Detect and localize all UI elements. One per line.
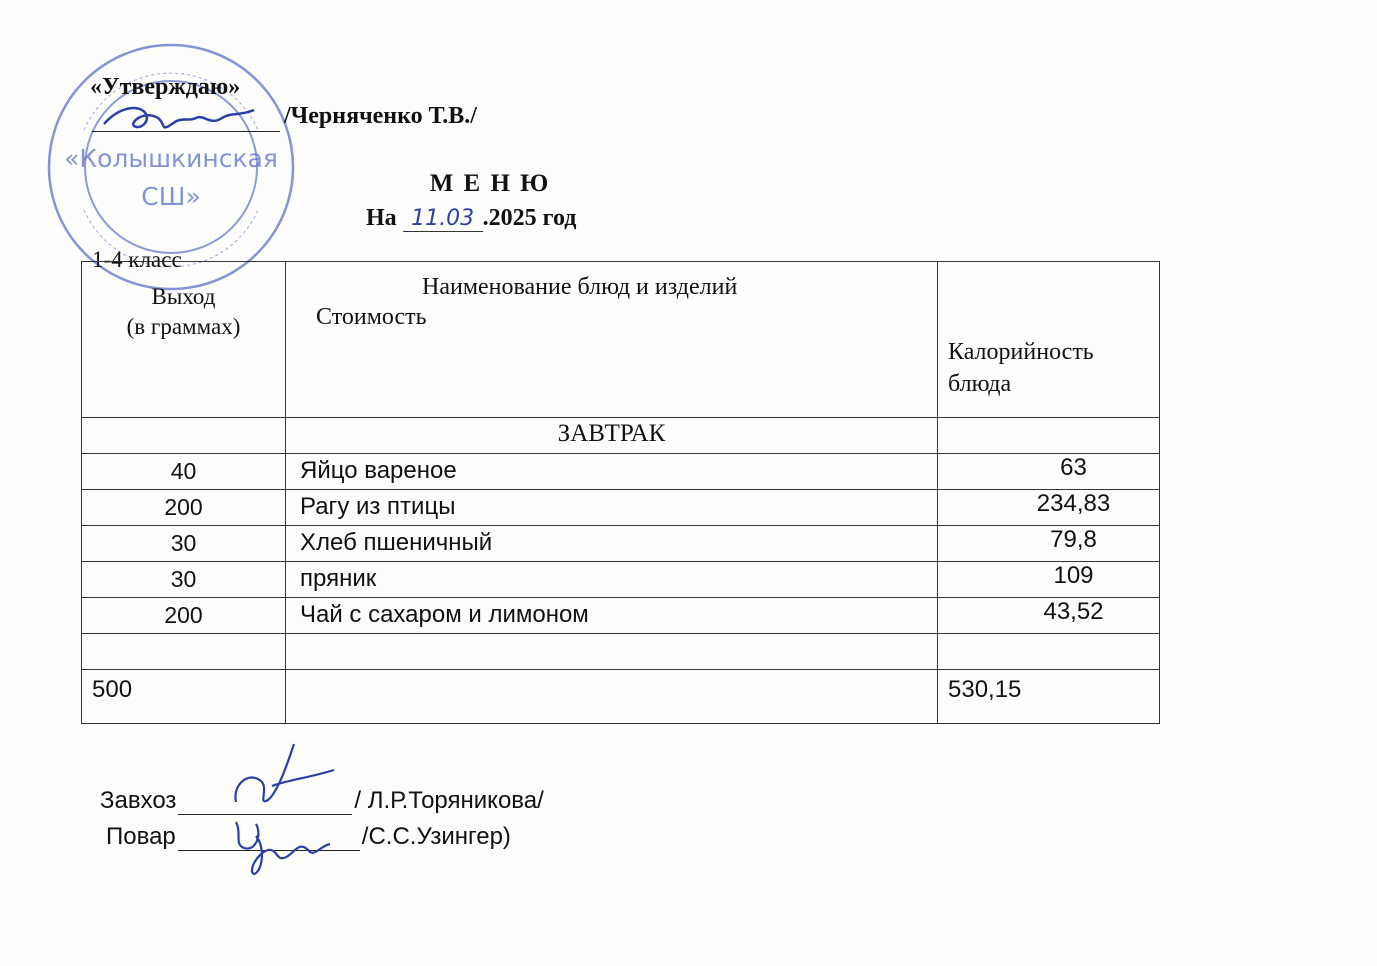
table-row — [82, 562, 1160, 598]
row-output: 30 — [82, 562, 286, 598]
row-output: 200 — [82, 598, 286, 634]
total-row — [82, 670, 1160, 724]
signature-name: /С.С.Узингер) — [361, 823, 511, 850]
row-calories: 43,52 — [938, 598, 1160, 634]
menu-date — [366, 205, 576, 232]
stamp-line-2: СШ» — [141, 182, 201, 211]
table-row — [82, 490, 1160, 526]
row-dish: Яйцо вареное — [286, 454, 938, 490]
table-row — [82, 598, 1160, 634]
section-title: ЗАВТРАК — [286, 418, 938, 454]
table-header-row — [82, 262, 1160, 418]
row-calories: 109 — [938, 562, 1160, 598]
menu-title: М Е Н Ю — [429, 170, 551, 197]
stamp-line-1: «Колышкинская — [64, 144, 278, 173]
header-calories — [938, 262, 1160, 418]
row-output: 30 — [82, 526, 286, 562]
cook-signature — [226, 814, 336, 880]
menu-table — [81, 261, 1160, 724]
approval-name: /Черняченко Т.В./ — [284, 103, 477, 129]
row-calories: 79,8 — [938, 526, 1160, 562]
total-output: 500 — [82, 670, 286, 724]
signature-role: Повар — [106, 823, 176, 850]
empty-row — [82, 634, 1160, 670]
director-signature — [100, 96, 260, 140]
row-dish: Рагу из птицы — [286, 490, 938, 526]
header-output-line1: Выход — [151, 284, 216, 309]
row-dish: Чай с сахаром и лимоном — [286, 598, 938, 634]
grade-label: 1-4 класс — [92, 247, 182, 272]
signature-role: Завхоз — [100, 787, 177, 814]
signature-name: / Л.Р.Торяникова/ — [354, 787, 544, 814]
header-output-line2: (в граммах) — [126, 314, 241, 339]
section-row — [82, 418, 1160, 454]
date-suffix: .2025 год — [482, 205, 577, 231]
row-dish: пряник — [286, 562, 938, 598]
row-output: 200 — [82, 490, 286, 526]
header-name-line1: Наименование блюд и изделий — [422, 274, 738, 300]
date-handwritten: 11.03 — [403, 206, 483, 232]
date-prefix: На — [366, 205, 397, 231]
total-calories: 530,15 — [938, 670, 1160, 724]
storekeeper-signature — [228, 740, 338, 816]
row-calories: 63 — [938, 454, 1160, 490]
table-row — [82, 526, 1160, 562]
header-calories-line1: Калорийность — [948, 339, 1094, 365]
header-name — [286, 262, 938, 418]
table-row — [82, 454, 1160, 490]
header-price: Стоимость — [316, 304, 427, 330]
row-dish: Хлеб пшеничный — [286, 526, 938, 562]
header-output — [82, 262, 286, 418]
approval-title: «Утверждаю» — [90, 74, 241, 100]
row-calories: 234,83 — [938, 490, 1160, 526]
header-calories-line2: блюда — [948, 371, 1012, 397]
row-output: 40 — [82, 454, 286, 490]
